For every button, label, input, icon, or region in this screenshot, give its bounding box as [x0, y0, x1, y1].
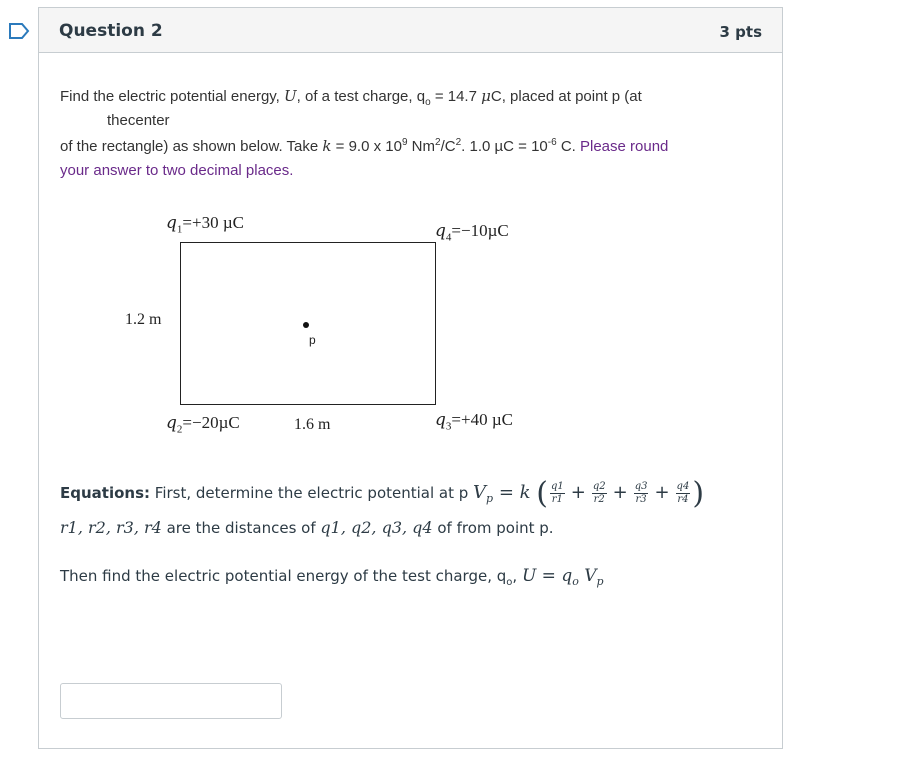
equation-text: of from point p.	[432, 519, 554, 537]
prompt-line-1	[60, 87, 642, 108]
superscript: 9	[401, 137, 408, 148]
prompt-text: , of a test charge, q	[296, 88, 426, 105]
q4-subscript: 4	[445, 231, 452, 244]
fraction-q4-r4	[676, 481, 691, 506]
prompt-line-2: thecenter	[107, 112, 170, 129]
superscript: -6	[547, 137, 557, 148]
q2-subscript: 2	[176, 423, 183, 436]
left-paren: (	[536, 476, 548, 511]
charge-q4-label	[435, 221, 509, 243]
prompt-text: . 1.0 µC = 10	[461, 138, 548, 155]
prompt-line-4: your answer to two decimal places.	[60, 162, 294, 179]
q3-value: =+40 µC	[451, 410, 513, 429]
point-p-label: p	[309, 333, 316, 347]
right-paren: )	[692, 476, 705, 511]
symbol-k: k	[322, 137, 332, 155]
plus-sign: +	[612, 482, 628, 503]
prompt-text: = 9.0 x 10	[331, 138, 402, 155]
prompt-text: Find the electric potential energy,	[60, 88, 285, 105]
prompt-text: C.	[556, 138, 580, 155]
plus-sign: +	[570, 482, 586, 503]
question-header	[39, 8, 782, 53]
q3-subscript: 3	[445, 420, 452, 433]
round-instruction: Please round	[580, 138, 669, 155]
equation-text: ,	[512, 567, 522, 585]
width-label: 1.6 m	[294, 416, 331, 433]
prompt-text: Nm	[407, 138, 436, 155]
bookmark-flag-icon[interactable]	[8, 22, 30, 40]
subscript: p	[596, 575, 604, 588]
point-p-dot	[303, 322, 309, 328]
equation-text: Then find the electric potential energy of the test charge, q	[60, 567, 507, 585]
charge-q3-label	[435, 410, 513, 432]
equation-text: First, determine the electric potential at p	[150, 484, 474, 502]
q1-subscript: 1	[176, 223, 183, 236]
q2-value: =−20µC	[182, 413, 240, 432]
fraction-q1-r1	[550, 481, 565, 506]
r-list: r1, r2, r3, r4	[60, 518, 162, 537]
denominator: r4	[677, 494, 689, 505]
equation-line-2	[60, 518, 554, 537]
numerator: q1	[550, 481, 564, 492]
height-label: 1.2 m	[125, 311, 162, 328]
subscript: o	[572, 575, 579, 588]
equation-line-3	[60, 566, 604, 588]
prompt-text: of the rectangle) as shown below. Take	[60, 138, 323, 155]
equations-label: Equations:	[60, 484, 151, 502]
vp-symbol: V	[473, 482, 487, 503]
q1-value: =+30 µC	[182, 213, 244, 232]
subscript: o	[425, 97, 431, 108]
subscript: o	[506, 577, 513, 588]
q2-symbol: q	[166, 413, 177, 433]
question-points: 3 pts	[719, 23, 762, 41]
q4-value: =−10µC	[451, 221, 509, 240]
q4-symbol: q	[435, 221, 446, 241]
prompt-line-3	[60, 137, 668, 155]
q-list: q1, q2, q3, q4	[320, 518, 433, 537]
denominator: r2	[593, 494, 605, 505]
q3-symbol: q	[435, 410, 446, 430]
prompt-text: = 14.7	[430, 88, 482, 105]
numerator: q4	[676, 481, 690, 492]
equation-line-1	[60, 476, 704, 511]
superscript: 2	[435, 137, 441, 148]
denominator: r3	[635, 494, 647, 505]
numerator: q2	[592, 481, 606, 492]
symbol-U: U	[284, 87, 297, 105]
superscript: 2	[455, 137, 462, 148]
charge-q2-label	[166, 413, 240, 435]
question-card	[38, 7, 783, 749]
equals-k: = k	[493, 482, 537, 503]
fraction-q3-r3	[634, 481, 649, 506]
prompt-text: C, placed at point p (at	[490, 88, 642, 105]
plus-sign: +	[654, 482, 670, 503]
fraction-q2-r2	[592, 481, 607, 506]
v-symbol: V	[578, 566, 597, 586]
symbol-mu: μ	[481, 87, 491, 105]
numerator: q3	[634, 481, 648, 492]
question-title: Question 2	[59, 21, 163, 41]
denominator: r1	[551, 494, 563, 505]
u-equation: U = q	[521, 566, 573, 586]
answer-input[interactable]	[60, 683, 282, 719]
q1-symbol: q	[166, 213, 177, 233]
vp-subscript: p	[486, 492, 494, 505]
charge-q1-label	[166, 213, 244, 235]
prompt-text: /C	[440, 138, 456, 155]
equation-text: are the distances of	[161, 519, 321, 537]
